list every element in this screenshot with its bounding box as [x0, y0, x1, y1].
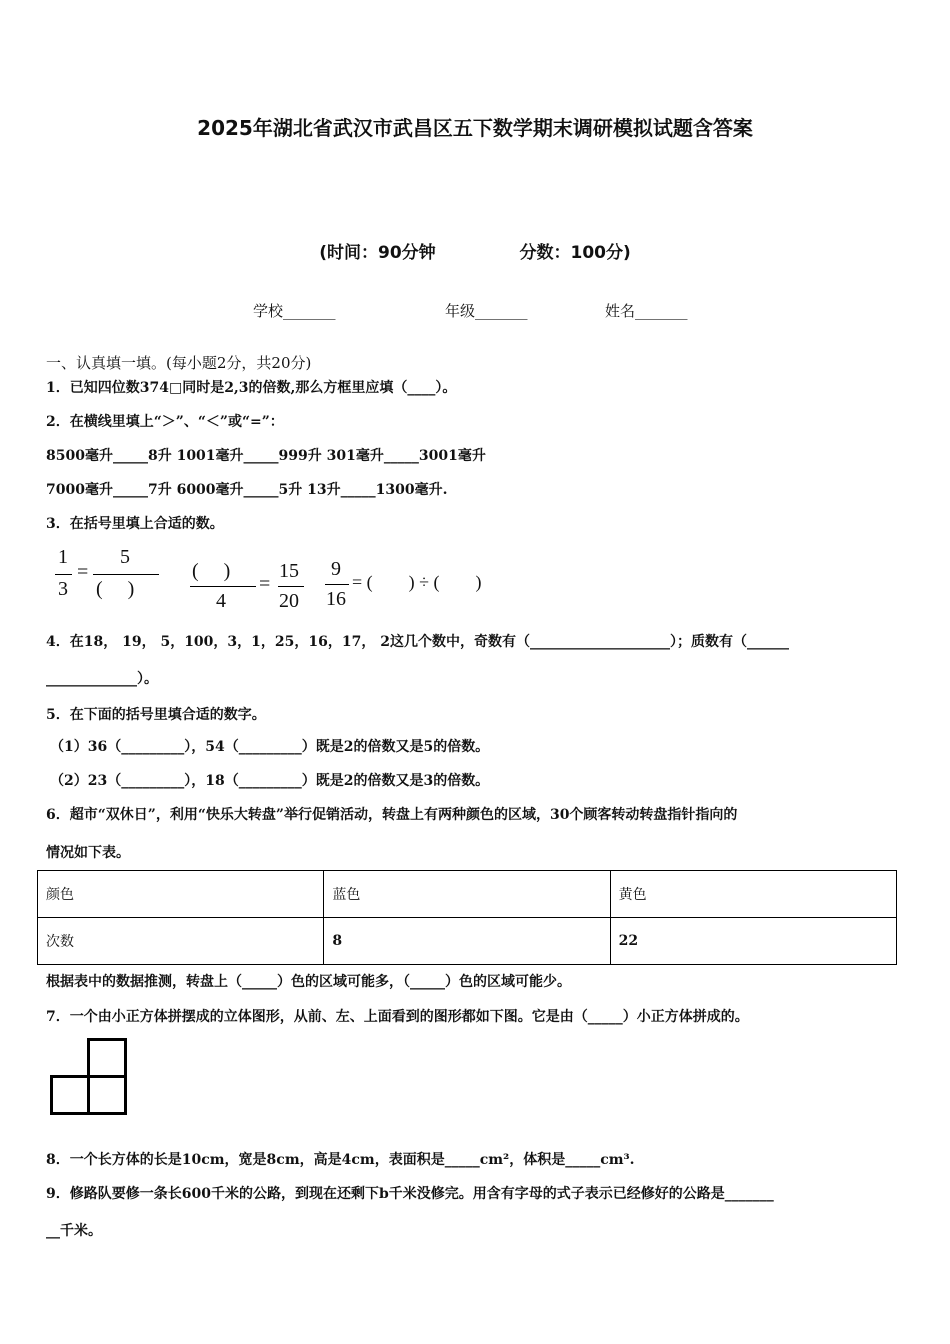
- section-heading: 一、认真填一填。(每小题2分，共20分): [46, 354, 312, 372]
- question-9-line-2: __千米。: [46, 1223, 102, 1239]
- name-field: 姓名_______: [605, 302, 688, 320]
- fraction-2-bar: [190, 586, 256, 587]
- table-cell-count-label: 次数: [38, 918, 324, 965]
- fraction-1b-bar: [93, 574, 159, 575]
- question-5-b: （2）23（_________），18（_________）既是2的倍数又是3的倍数。: [50, 773, 490, 789]
- question-9-line-1: 9．修路队要修一条长600千米的公路，到现在还剩下b千米没修完。用含有字母的式子表示已经修好的公路是_______: [46, 1186, 774, 1202]
- table-row: [38, 918, 897, 965]
- question-4-line-2: _____________）。: [46, 671, 158, 687]
- fraction-3-bar: [325, 584, 349, 585]
- exam-meta: [0, 238, 950, 263]
- fraction-1-numerator: 1: [58, 546, 68, 568]
- question-1: 1．已知四位数374□同时是2,3的倍数,那么方框里应填（____）。: [46, 380, 457, 396]
- table-row: [38, 871, 897, 918]
- cube-bottom-left: [50, 1075, 90, 1115]
- question-2-row-2: 7000毫升_____7升 6000毫升_____5升 13升_____1300毫升.: [46, 482, 448, 498]
- fraction-3-numerator: 9: [331, 558, 341, 580]
- exam-time: (时间：90分钟: [319, 243, 436, 263]
- fraction-2-equals: =: [259, 573, 271, 595]
- table-cell-blue-count: 8: [324, 918, 610, 965]
- cube-bottom-right: [87, 1075, 127, 1115]
- question-7: 7．一个由小正方体拼摆成的立体图形，从前、左、上面看到的图形都如下图。它是由（_____）小正方体拼成的。: [46, 1009, 749, 1025]
- fraction-1-denominator: 3: [58, 578, 68, 600]
- table-cell-yellow-count: 22: [610, 918, 896, 965]
- question-2-row-1: 8500毫升_____8升 1001毫升_____999升 301毫升_____3001毫升: [46, 448, 486, 464]
- question-4-line-1: 4．在18， 19， 5，100，3，1，25，16，17， 2这几个数中，奇数有（____________________）；质数有（______: [46, 634, 789, 650]
- fraction-1b-denominator: ( ): [96, 578, 135, 600]
- grade-field: 年级_______: [445, 302, 528, 320]
- question-6-line-2: 情况如下表。: [46, 845, 130, 861]
- fraction-3-denominator: 16: [326, 588, 346, 610]
- fraction-1b-numerator: 5: [120, 546, 130, 568]
- fraction-2b-bar: [278, 586, 304, 587]
- fraction-3-division: = ( ) ÷ ( ): [352, 572, 482, 592]
- cube-top: [87, 1038, 127, 1078]
- question-2-prompt: 2．在横线里填上“＞”、“＜”或“=”：: [46, 414, 284, 430]
- color-count-table: [37, 870, 897, 965]
- fraction-1-bar: [55, 574, 72, 575]
- fraction-1-equals: =: [77, 561, 89, 583]
- question-5-a: （1）36（_________），54（_________）既是2的倍数又是5的倍数。: [50, 739, 490, 755]
- table-header-color: 颜色: [38, 871, 324, 918]
- question-6-after: 根据表中的数据推测，转盘上（_____）色的区域可能多，（_____）色的区域可能少。: [46, 974, 571, 990]
- fraction-2b-numerator: 15: [279, 560, 299, 582]
- question-5-prompt: 5．在下面的括号里填合适的数字。: [46, 707, 266, 723]
- school-field: 学校_______: [253, 302, 336, 320]
- fraction-2b-denominator: 20: [279, 590, 299, 612]
- fraction-2-numerator: ( ): [192, 560, 231, 582]
- table-header-blue: 蓝色: [324, 871, 610, 918]
- question-3-prompt: 3．在括号里填上合适的数。: [46, 516, 224, 532]
- question-8: 8．一个长方体的长是10cm，宽是8cm，高是4cm，表面积是_____cm²，体积是_____cm³.: [46, 1152, 635, 1168]
- question-6-line-1: 6．超市“双休日”，利用“快乐大转盘”举行促销活动，转盘上有两种颜色的区域，30个顾客转动转盘指针指向的: [46, 807, 738, 823]
- page-title: 2025年湖北省武汉市武昌区五下数学期末调研模拟试题含答案: [197, 116, 753, 140]
- exam-score: 分数：100分): [519, 243, 631, 263]
- table-header-yellow: 黄色: [610, 871, 896, 918]
- fraction-2-denominator: 4: [216, 590, 226, 612]
